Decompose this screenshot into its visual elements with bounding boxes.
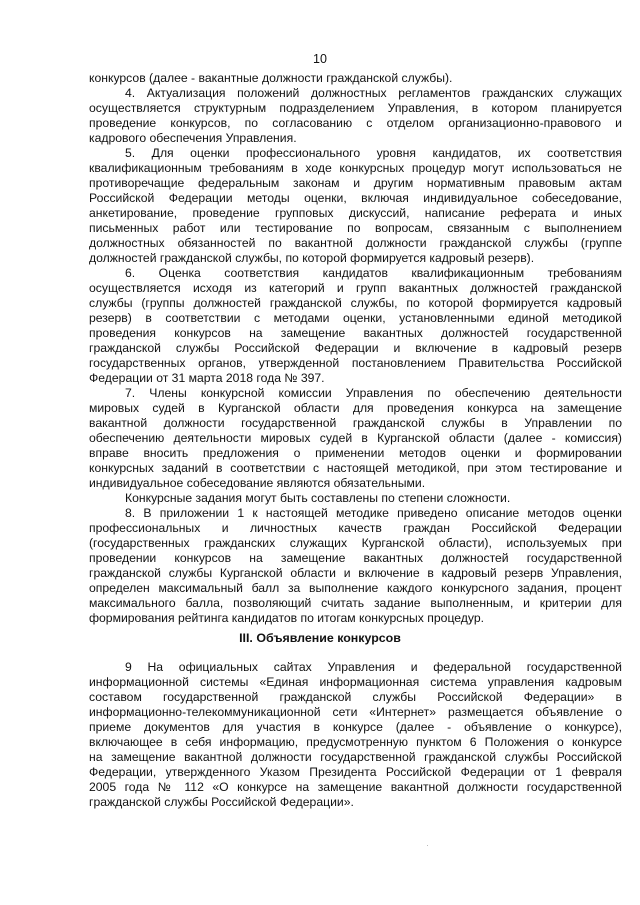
text-line: вакантной должности государственной гражданской службы в Управлении по	[89, 416, 622, 430]
text-line: (государственных гражданских служащих Курганской области), используемых при	[89, 536, 622, 550]
text-line: вправе вносить предложения о применении методов оценки и формировании	[89, 446, 622, 460]
text-line: Российской Федерации методы оценки, включая индивидуальное собеседование,	[89, 191, 622, 205]
text-line: квалификационным требованиям в ходе конкурсных процедур могут использоваться не	[89, 161, 622, 175]
text-line: проведение конкурсов, по согласованию с отделом организационно-правового и	[89, 116, 622, 130]
scan-speck	[427, 845, 428, 846]
text-line: Федерации, утвержденного Указом Президента Российской Федерации от 1 февраля	[89, 765, 622, 779]
text-line: резерв) в соответствии с методами оценки, установленными единой методикой	[89, 311, 622, 325]
text-line: 9 На официальных сайтах Управления и федеральной государственной	[125, 660, 622, 674]
text-line: мировых судей в Курганской области для проведения конкурса на замещение	[89, 401, 622, 415]
text-line: конкурсов (далее - вакантные должности гражданской службы).	[89, 71, 453, 85]
text-line: формирования рейтинга кандидатов по итогам конкурсных процедур.	[89, 611, 485, 625]
text-line: индивидуальное собеседование являются обязательными.	[89, 476, 426, 490]
text-line: информационной системы «Единая информационная система управления кадровым	[89, 675, 622, 689]
page-number: 10	[313, 52, 327, 66]
text-line: Федерации от 31 марта 2018 года № 397.	[89, 371, 325, 385]
text-line: 5. Для оценки профессионального уровня кандидатов, их соответствия	[125, 146, 622, 160]
text-line: государственных органов, утвержденной постановлением Правительства Российской	[89, 356, 622, 370]
text-line: обеспечению деятельности мировых судей в Курганской области (далее - комиссия)	[89, 431, 622, 445]
text-line: гражданской службы Курганской области и включение в кадровый резерв Управления,	[89, 566, 622, 580]
text-line: должностей гражданской службы, по которой формируется кадровый резерв).	[89, 251, 535, 265]
text-line: осуществляется исходя из категорий и групп вакантных должностей гражданской	[89, 281, 622, 295]
text-line: службы (группы должностей гражданской службы, по которой формируется кадровый	[89, 296, 622, 310]
text-line: письменных работ или тестирование по вопросам, связанным с выполнением	[89, 221, 622, 235]
text-line: гражданской службы Российской Федерации».	[89, 795, 354, 809]
text-line: осуществляется структурным подразделением Управления, в котором планируется	[89, 101, 622, 115]
section-heading: III. Объявление конкурсов	[239, 631, 401, 645]
text-line: конкурсных заданий в соответствии с настоящей методикой, при этом тестирование и	[89, 461, 622, 475]
text-line: противоречащие федеральным законам и другим нормативным правовым актам	[89, 176, 622, 190]
text-line: 8. В приложении 1 к настоящей методике приведено описание методов оценки	[125, 506, 622, 520]
text-line: составом государственной гражданской службы Российской Федерации» в	[89, 690, 622, 704]
text-line: 2005 года № 112 «О конкурсе на замещение вакантной должности государственной	[89, 780, 622, 794]
text-line: определен максимальный балл за выполнение каждого конкурсного задания, процент	[89, 581, 622, 595]
text-line: кадрового обеспечения Управления.	[89, 131, 297, 145]
text-line: проведения конкурсов на замещение вакантных должностей государственной	[89, 326, 622, 340]
text-line: Конкурсные задания могут быть составлены по степени сложности.	[125, 491, 511, 505]
text-line: анкетирование, проведение групповых дискуссий, написание реферата и иных	[89, 206, 622, 220]
text-line: 4. Актуализация положений должностных регламентов гражданских служащих	[125, 86, 622, 100]
text-line: на замещение вакантной должности государственной гражданской службы Российской	[89, 750, 622, 764]
text-line: максимального балла, позволяющий считать задание выполненным, и критерии для	[89, 596, 622, 610]
text-line: гражданской службы Российской Федерации и включение в кадровый резерв	[89, 341, 622, 355]
text-line: приеме документов для участия в конкурсе (далее - объявление о конкурсе),	[89, 720, 622, 734]
text-line: профессиональных и личностных качеств граждан Российской Федерации	[89, 521, 622, 535]
text-line: 7. Члены конкурсной комиссии Управления по обеспечению деятельности	[125, 386, 622, 400]
text-line: проведении конкурсов на замещение вакантных должностей государственной	[89, 551, 622, 565]
text-line: информационно-телекоммуникационной сети «Интернет» размещается объявление о	[89, 705, 622, 719]
text-line: 6. Оценка соответствия кандидатов квалификационным требованиям	[125, 266, 622, 280]
text-line: включающее в себя информацию, предусмотренную пунктом 6 Положения о конкурсе	[89, 735, 622, 749]
text-line: должностных обязанностей по вакантной должности гражданской службы (группе	[89, 236, 622, 250]
